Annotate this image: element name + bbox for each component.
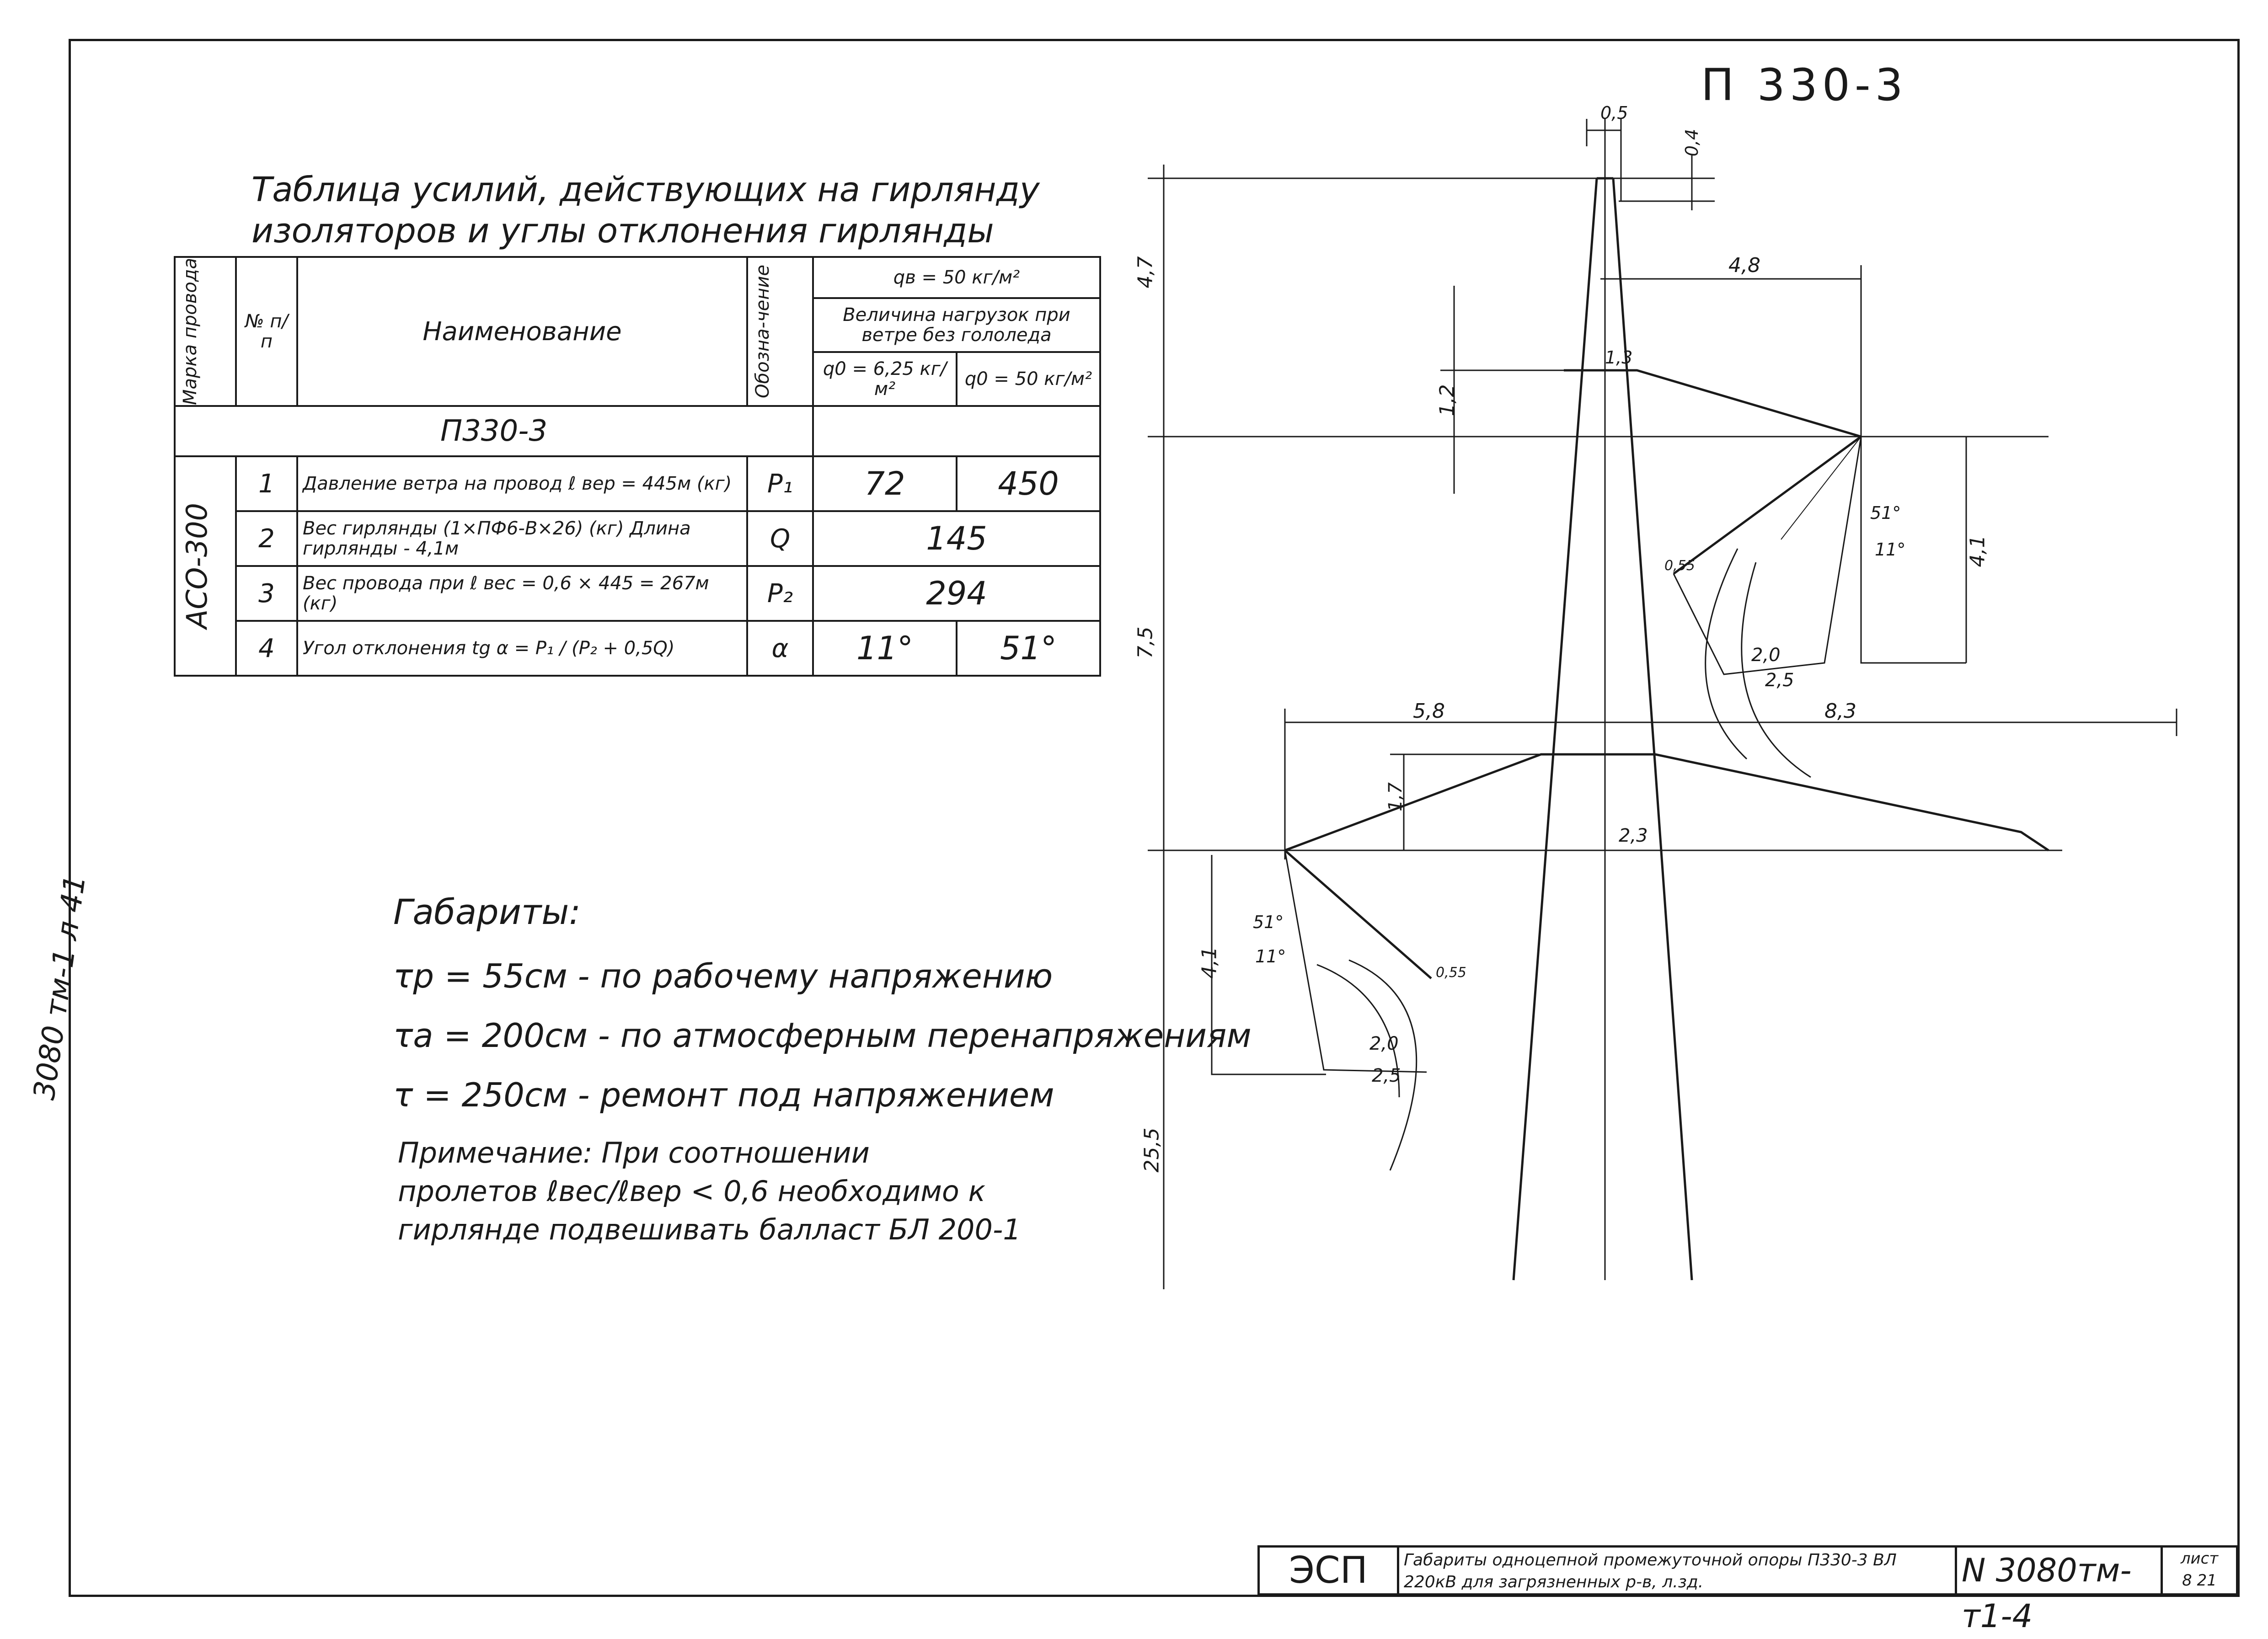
clearance-line: τ = 250см - ремонт под напряжением xyxy=(393,1076,1054,1114)
dim-label-47: 4,7 xyxy=(1134,256,1157,288)
lower-string-lines xyxy=(1285,850,1427,1072)
section-label: П330-3 xyxy=(175,406,813,456)
title-block xyxy=(1257,1545,2238,1635)
row-value: 51° xyxy=(957,621,1100,676)
dim-label-58: 5,8 xyxy=(1413,699,1445,723)
dim-label-11b: 11° xyxy=(1255,946,1286,966)
dim-label-23: 2,3 xyxy=(1619,825,1648,846)
row-sym: α xyxy=(747,621,813,676)
dim-label-51b: 51° xyxy=(1253,912,1284,932)
dim-05-lines xyxy=(1587,119,1621,201)
dim-label-13: 1,3 xyxy=(1605,347,1633,368)
dim-label-25a: 2,5 xyxy=(1765,670,1794,691)
row-value: 72 xyxy=(813,456,957,511)
clearance-line: τа = 200см - по атмосферным перенапряжениям xyxy=(393,1016,1252,1055)
stamp-description: Габариты одноцепной промежуточной опоры П330-3 ВЛ 220кВ для загрязненных р-в, л.зд. xyxy=(1399,1548,1957,1593)
row-name: Вес провода при ℓ вес = 0,6 × 445 = 267м (кг) xyxy=(297,566,747,621)
dim-04-lines xyxy=(1619,155,1715,210)
row-sym: P₂ xyxy=(747,566,813,621)
clearances-title: Габариты: xyxy=(393,892,581,932)
dim-48-lines xyxy=(1600,265,1861,439)
lower-string xyxy=(1285,850,1431,978)
dim-label-05: 0,5 xyxy=(1600,103,1628,123)
stamp-code: N 3080тм-т1-4 xyxy=(1957,1548,2163,1593)
col-marka: Марка провода xyxy=(180,258,201,406)
dim-label-20b: 2,0 xyxy=(1369,1033,1399,1054)
stamp-org: ЭСП xyxy=(1260,1548,1399,1593)
col-desig: Обозна-чение xyxy=(752,265,773,399)
col-load-b: q0 = 50 кг/м² xyxy=(957,352,1100,406)
row-sym: P₁ xyxy=(747,456,813,511)
dim-label-255: 25,5 xyxy=(1140,1127,1164,1173)
dim-label-48: 4,8 xyxy=(1728,254,1760,277)
note-line: Примечание: При соотношении xyxy=(398,1136,870,1169)
clearance-line: τр = 55см - по рабочему напряжению xyxy=(393,957,1053,995)
dim-label-20a: 2,0 xyxy=(1751,645,1781,666)
row-num: 1 xyxy=(236,456,297,511)
row-name: Угол отклонения tg α = P₁ / (P₂ + 0,5Q) xyxy=(297,621,747,676)
dim-label-51a: 51° xyxy=(1870,503,1901,523)
row-value: 294 xyxy=(813,566,1100,621)
note-line: гирлянде подвешивать балласт БЛ 200-1 xyxy=(398,1213,1021,1246)
col-load-top: qв = 50 кг/м² xyxy=(813,257,1100,298)
tower-leg-lines xyxy=(1514,178,1692,1280)
upper-string xyxy=(1674,437,1861,574)
upper-arc-1 xyxy=(1706,549,1747,759)
row-name: Вес гирлянды (1×ПФ6-В×26) (кг) Длина гирлянды - 4,1м xyxy=(297,511,747,566)
col-num: № п/п xyxy=(236,257,297,406)
wire-mark: АСО-300 xyxy=(180,503,214,629)
dim-58-83-lines xyxy=(1285,709,2177,860)
side-note: 3080 тм-1 л 41 xyxy=(27,873,93,1102)
dim-label-055b: 0,55 xyxy=(1436,965,1466,981)
row-num: 4 xyxy=(236,621,297,676)
upper-arm-top-chord xyxy=(1564,370,1861,437)
row-num: 3 xyxy=(236,566,297,621)
sheet-title: П 330-3 xyxy=(1701,59,1908,111)
stamp-sheet-number: 8 21 xyxy=(2182,1571,2217,1590)
table-caption-line-1: Таблица усилий, действующих на гирлянду xyxy=(251,170,1040,209)
dim-label-17: 1,7 xyxy=(1385,782,1406,811)
dim-12-lines xyxy=(1440,286,1564,494)
dim-label-055a: 0,55 xyxy=(1664,558,1695,574)
dim-label-25b: 2,5 xyxy=(1372,1065,1401,1086)
col-load-mid: Величина нагрузок при ветре без гололеда xyxy=(813,298,1100,352)
col-name: Наименование xyxy=(297,257,747,406)
dim-label-83: 8,3 xyxy=(1824,699,1856,723)
row-value: 145 xyxy=(813,511,1100,566)
row-value: 11° xyxy=(813,621,957,676)
note-line: пролетов ℓвес/ℓвер < 0,6 необходимо к xyxy=(398,1175,985,1208)
upper-string-2 xyxy=(1781,437,1861,539)
dim-label-41b: 4,1 xyxy=(1198,946,1221,979)
row-name: Давление ветра на провод ℓ вер = 445м (кг) xyxy=(297,456,747,511)
dim-label-12: 1,2 xyxy=(1435,384,1459,416)
dim-label-04: 0,4 xyxy=(1682,128,1702,157)
row-sym: Q xyxy=(747,511,813,566)
stamp-sheet xyxy=(2163,1548,2236,1593)
row-value: 450 xyxy=(957,456,1100,511)
dim-label-75: 7,5 xyxy=(1134,626,1157,659)
col-load-a: q0 = 6,25 кг/м² xyxy=(813,352,957,406)
row-num: 2 xyxy=(236,511,297,566)
dim-label-11a: 11° xyxy=(1875,539,1906,560)
stamp-sheet-label: лист xyxy=(2180,1549,2219,1568)
dim-label-41a: 4,1 xyxy=(1966,535,1990,567)
table-caption-line-2: изоляторов и углы отклонения гирлянды xyxy=(251,211,994,251)
